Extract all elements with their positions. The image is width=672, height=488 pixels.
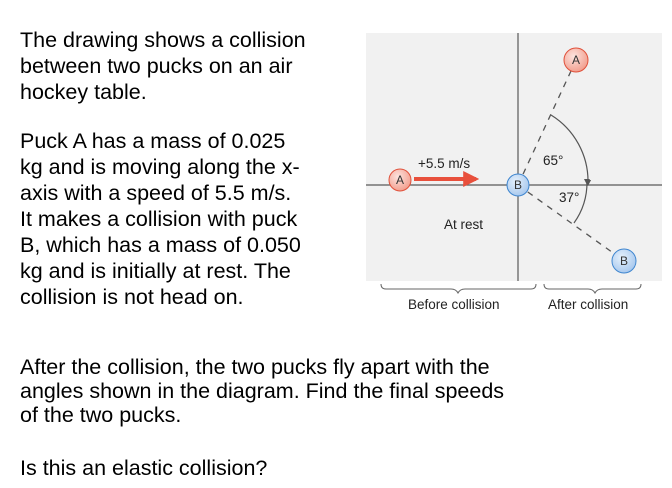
puck-a-after-letter: A	[571, 53, 581, 67]
angle-b-label: 37°	[559, 190, 580, 205]
intro-paragraph: The drawing shows a collision between two pucks on an air hockey table.	[20, 28, 306, 104]
diagram-panel	[366, 33, 662, 281]
angle-a-label: 65°	[543, 153, 564, 168]
elastic-question: Is this an elastic collision?	[20, 456, 268, 480]
collision-diagram	[366, 33, 662, 315]
before-bracket	[381, 284, 536, 293]
puck-b-rest-letter: B	[513, 178, 523, 192]
puck-a-before-letter: A	[395, 173, 405, 187]
after-bracket	[544, 284, 641, 293]
at-rest-label: At rest	[444, 217, 484, 232]
after-collision-label: After collision	[548, 297, 629, 312]
velocity-label: +5.5 m/s	[418, 156, 471, 171]
problem-paragraph: Puck A has a mass of 0.025 kg and is moving along the x- axis with a speed of 5.5 m/s. It makes a collision with puck B, which has a mass of 0.050 kg and is initially at rest. The collision is not head on.	[20, 129, 301, 309]
puck-b-after-letter: B	[619, 254, 629, 268]
question-paragraph: After the collision, the two pucks fly apart with the angles shown in the diagram. Find the final speeds of the two pucks.	[20, 355, 505, 427]
before-collision-label: Before collision	[408, 297, 500, 312]
